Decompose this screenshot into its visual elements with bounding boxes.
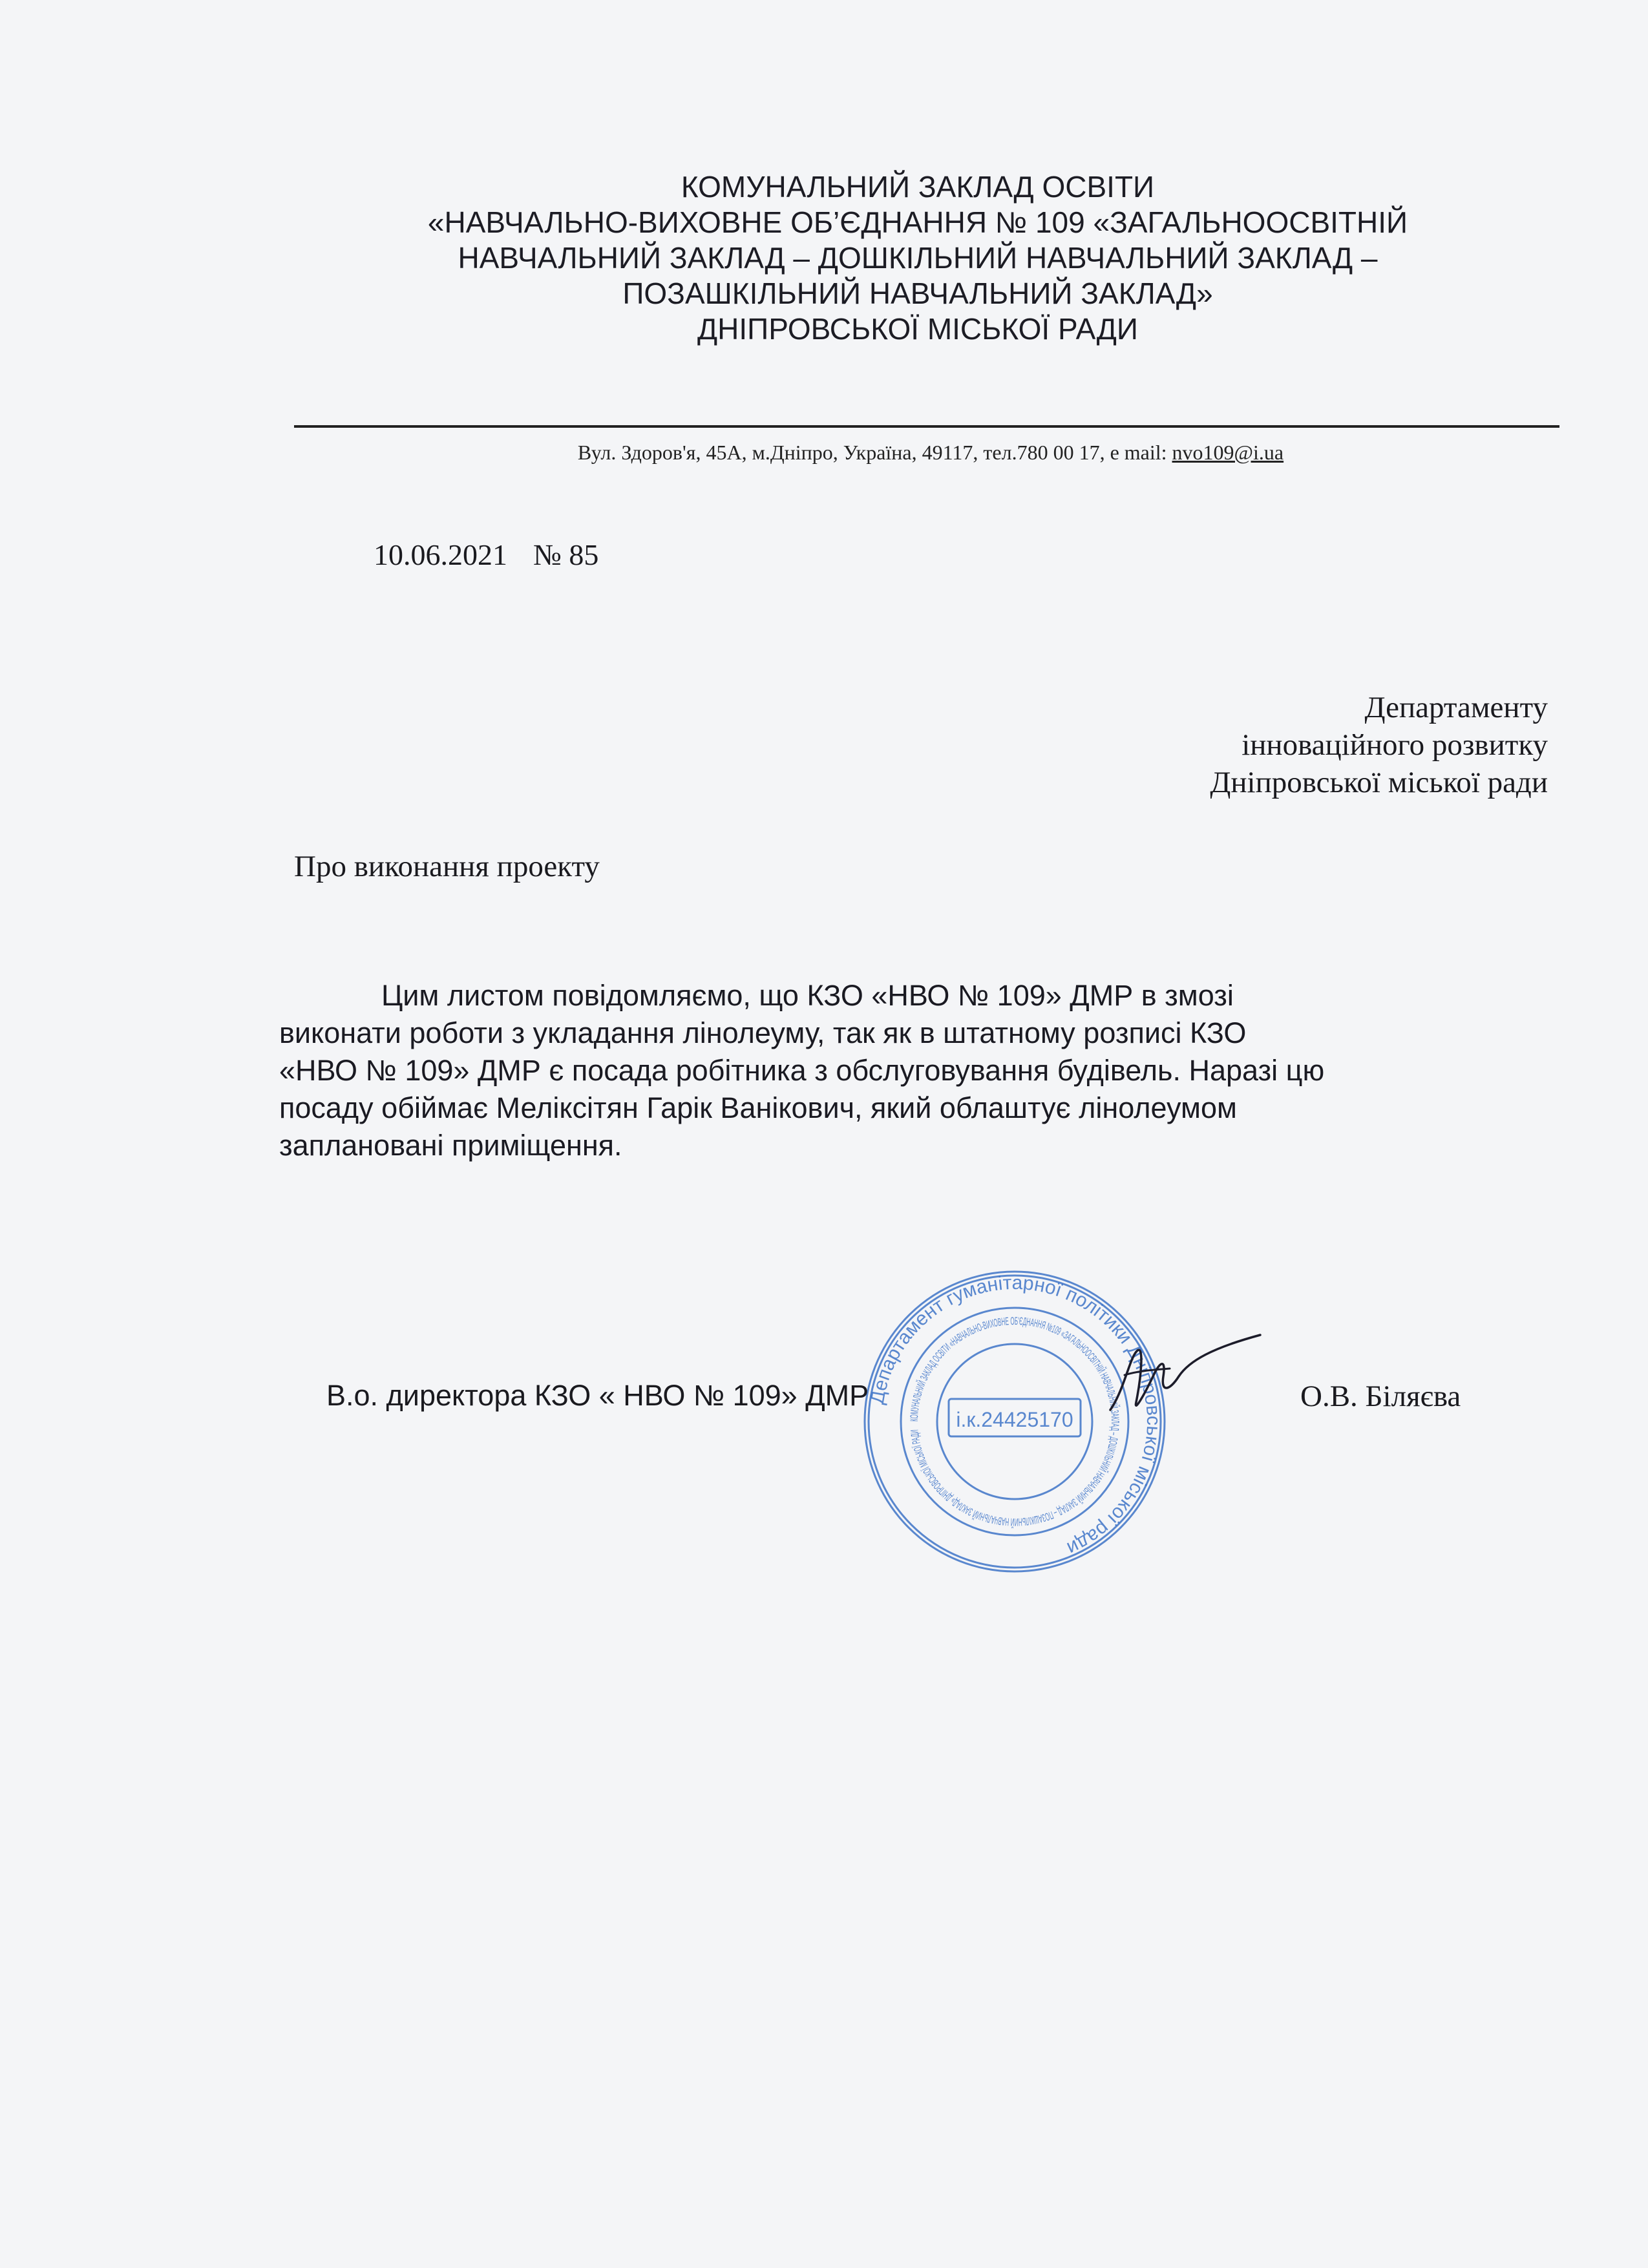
stamp-code: і.к.24425170 — [956, 1408, 1073, 1431]
body-line-5: заплановані приміщення. — [279, 1129, 622, 1162]
address-text: Вул. Здоров'я, 45А, м.Дніпро, Україна, 49117, тел.780 00 17, e mail: — [577, 441, 1172, 464]
recipient-block — [966, 689, 1548, 801]
recipient-line-3: Дніпровської міської ради — [1210, 766, 1548, 799]
body-line-4: посаду обіймає Меліксітян Гарік Ванікович, який облаштує лінолеумом — [279, 1091, 1237, 1124]
letter-number: № 85 — [533, 538, 599, 571]
signatory-position: В.о. директора КЗО « НВО № 109» ДМР — [326, 1379, 869, 1412]
email-link[interactable]: nvo109@i.ua — [1172, 441, 1284, 464]
letterhead — [271, 169, 1564, 347]
signature-graphic — [1099, 1331, 1267, 1428]
recipient-line-1: Департаменту — [1364, 691, 1548, 724]
address-line — [452, 441, 1409, 465]
letterhead-line-5: ДНІПРОВСЬКОЇ МІСЬКОЇ РАДИ — [697, 312, 1138, 346]
registration-line — [374, 538, 598, 572]
stamp-outer-text: Департамент гуманітарної політики Дніпровської міської ради — [866, 1272, 1165, 1559]
stamp-inner-text: КОМУНАЛЬНИЙ ЗАКЛАД ОСВІТИ «НАВЧАЛЬНО-ВИХОВНЕ ОБ'ЄДНАННЯ №109 «ЗАГАЛЬНООСВІТНІЙ НАВЧАЛЬНИЙ ЗАКЛАД – ДОШКІЛЬНИЙ НАВЧАЛЬНИЙ ЗАКЛАД – ПОЗАШКІЛЬНИЙ НАВЧАЛЬНИЙ ЗАКЛАД» ДНІПРОВСЬКОЇ МІСЬКОЇ РАДИ — [907, 1314, 1122, 1529]
letterhead-line-2: «НАВЧАЛЬНО-ВИХОВНЕ ОБ’ЄДНАННЯ № 109 «ЗАГАЛЬНООСВІТНІЙ — [427, 205, 1408, 239]
signatory-name: О.В. Біляєва — [1300, 1380, 1461, 1413]
letter-body — [279, 977, 1572, 1164]
body-line-3: «НВО № 109» ДМР є посада робітника з обслуговування будівель. Наразі цю — [279, 1054, 1325, 1087]
recipient-line-2: інноваційного розвитку — [1241, 728, 1548, 762]
letterhead-line-4: ПОЗАШКІЛЬНИЙ НАВЧАЛЬНИЙ ЗАКЛАД» — [622, 277, 1213, 310]
letter-subject: Про виконання проекту — [294, 850, 600, 883]
header-divider — [294, 425, 1559, 428]
body-line-1: Цим листом повідомляємо, що КЗО «НВО № 109» ДМР в змозі — [381, 979, 1234, 1012]
letterhead-line-1: КОМУНАЛЬНИЙ ЗАКЛАД ОСВІТИ — [681, 170, 1155, 204]
body-line-2: виконати роботи з укладання лінолеуму, так як в штатному розписі КЗО — [279, 1016, 1247, 1049]
letter-date: 10.06.2021 — [374, 538, 507, 571]
handwritten-signature — [1099, 1331, 1267, 1428]
letterhead-line-3: НАВЧАЛЬНИЙ ЗАКЛАД – ДОШКІЛЬНИЙ НАВЧАЛЬНИЙ ЗАКЛАД – — [458, 241, 1378, 275]
